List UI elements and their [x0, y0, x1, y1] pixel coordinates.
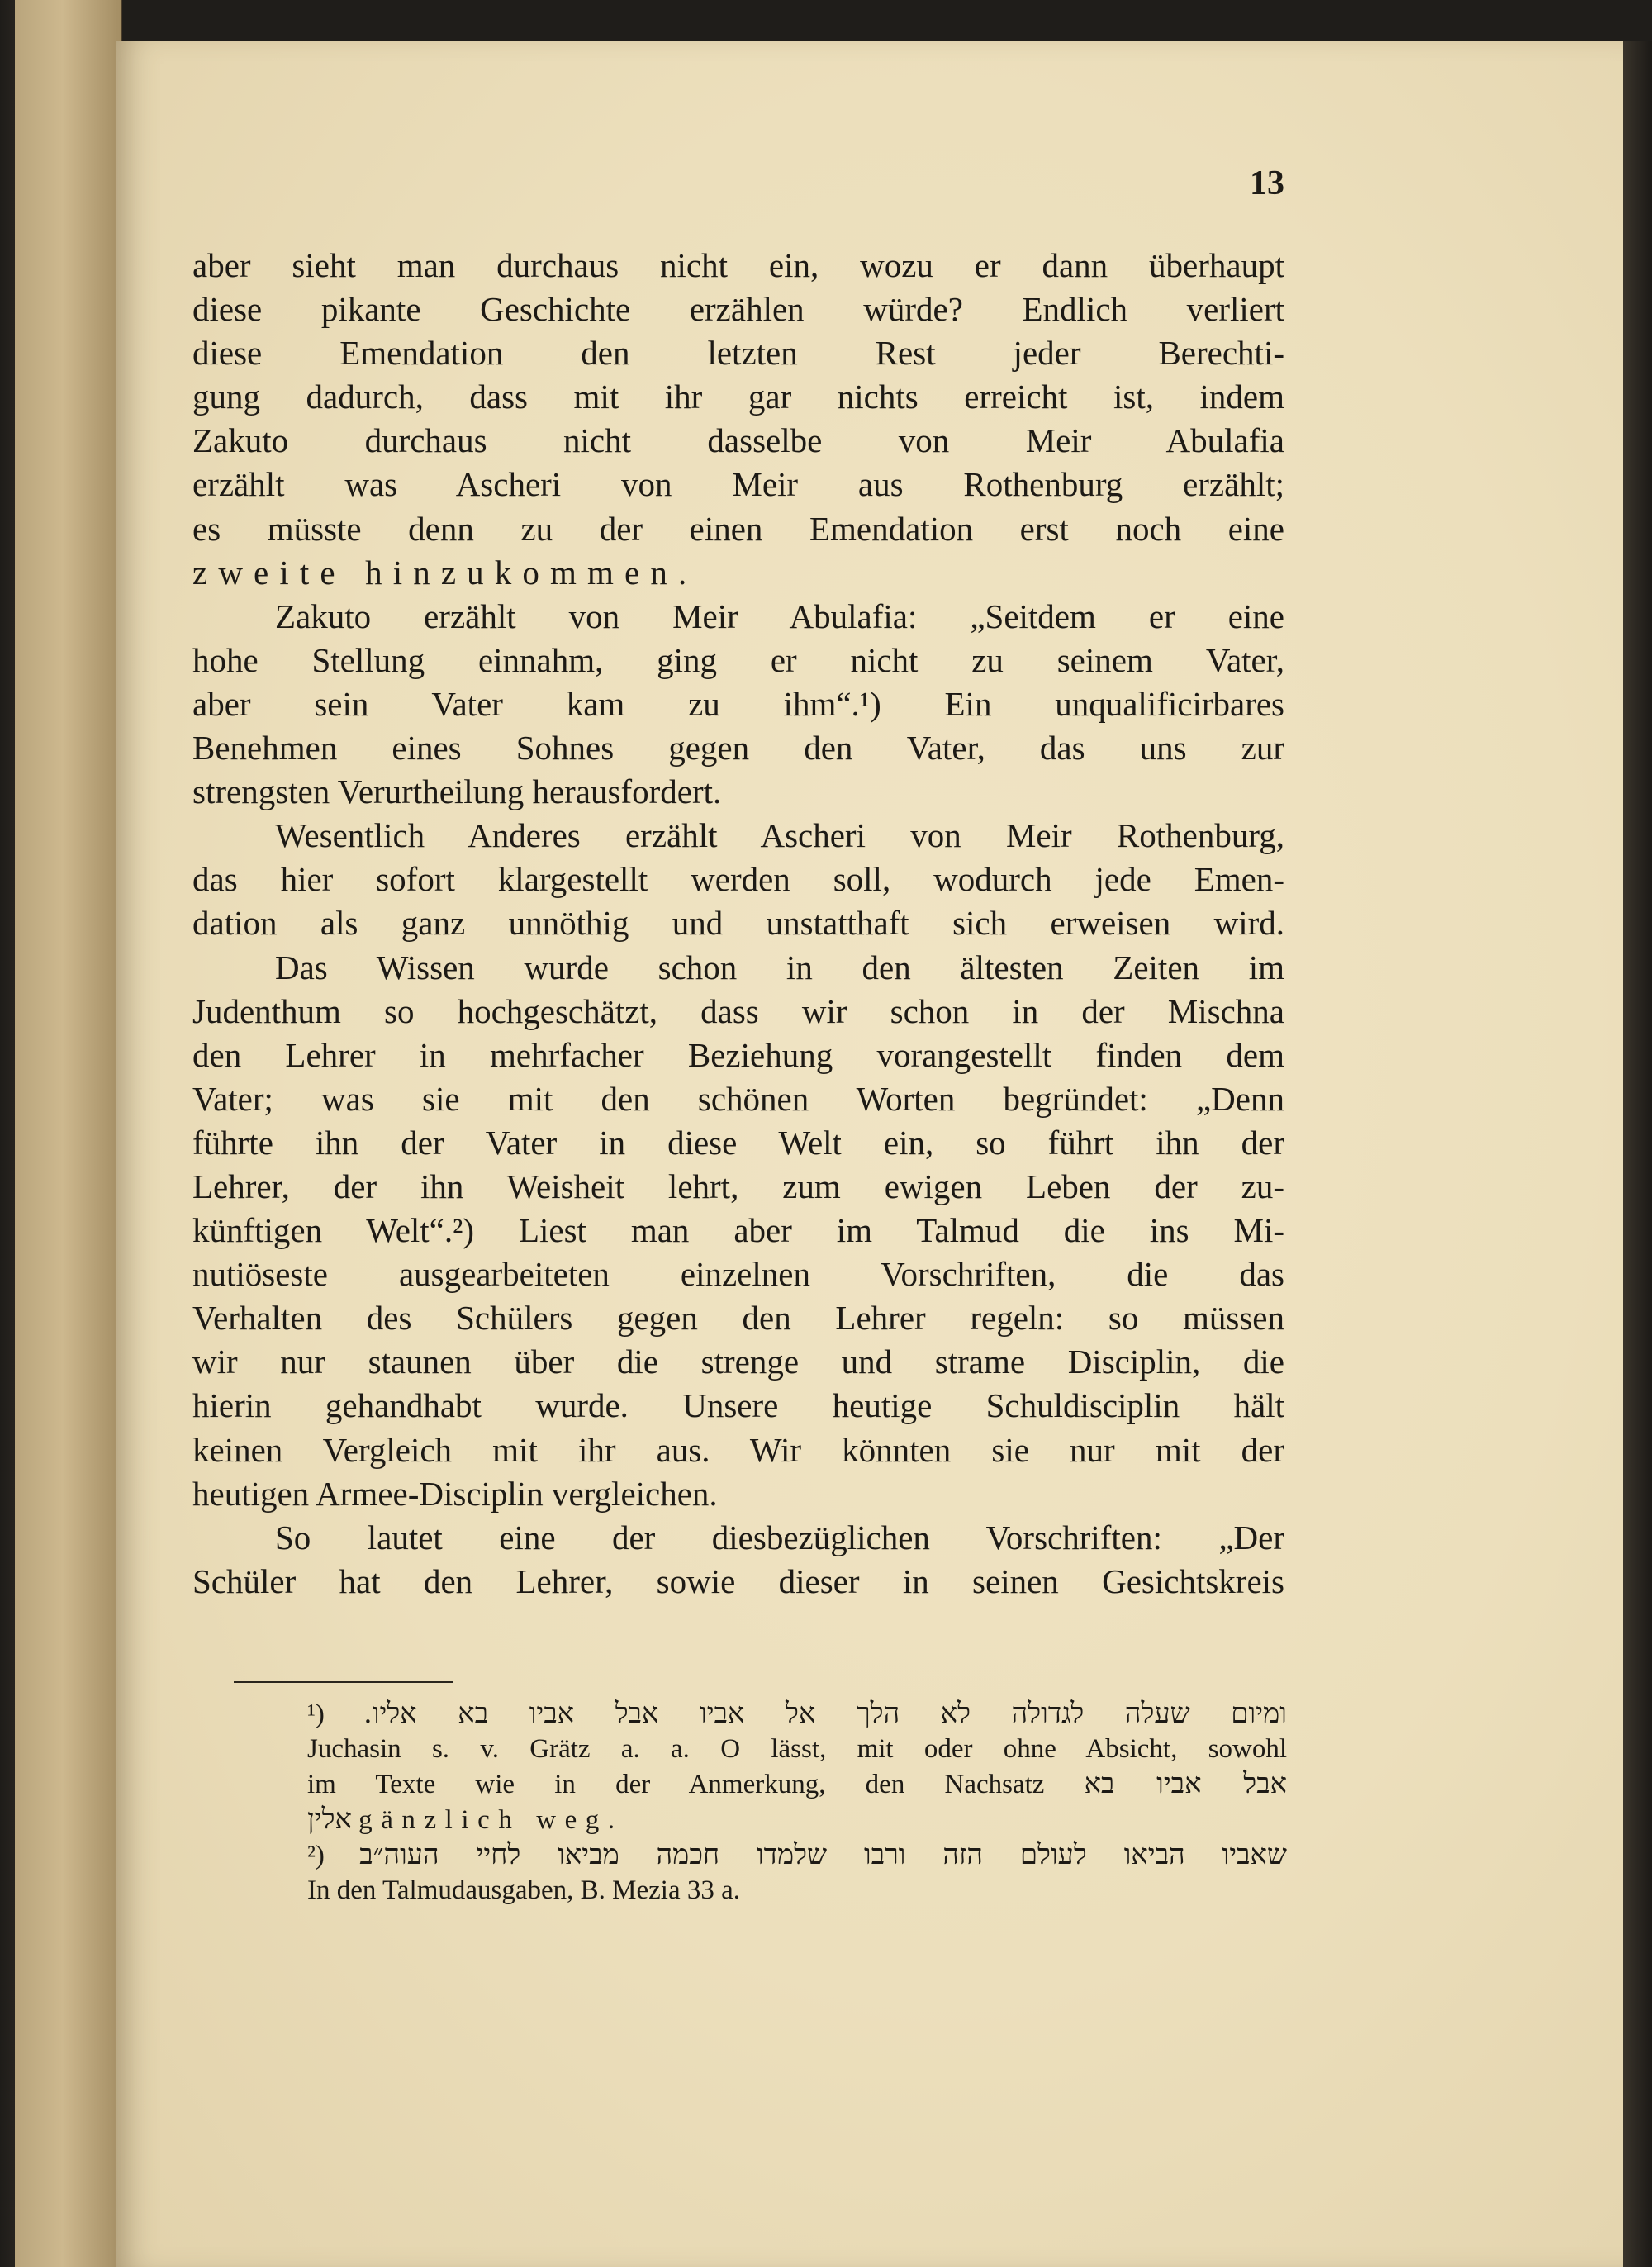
text-line: hohe Stellung einnahm, ging er nicht zu seinem Vater,: [192, 640, 1284, 679]
text-line: strengsten Verurtheilung herausfordert.: [192, 772, 722, 811]
text-line: erzählt was Ascheri von Meir aus Rothenburg erzählt;: [192, 465, 1284, 504]
footnote-1-line-4: [307, 1802, 1287, 1837]
text-line: Benehmen eines Sohnes gegen den Vater, das uns zur: [192, 729, 1284, 768]
footnote-1-hebrew-phrase: אבל אביו בא: [1084, 1767, 1287, 1800]
text-line: Zakuto erzählt von Meir Abulafia: „Seitdem er eine: [275, 596, 1284, 635]
text-line: Judenthum so hochgeschätzt, dass wir schon in der Mischna: [192, 991, 1284, 1030]
footnote-1-hebrew: ומיום שעלה לגדולה לא הלך אל אביו אבל אביו בא אליו.: [363, 1697, 1287, 1730]
footnote-1-line-1: [307, 1696, 1287, 1732]
text-line: aber sein Vater kam zu ihm“.¹) Ein unqualificirbares: [192, 684, 1284, 723]
text-line: diese Emendation den letzten Rest jeder Berechti-: [192, 334, 1284, 373]
text-line: Lehrer, der ihn Weisheit lehrt, zum ewigen Leben der zu-: [192, 1167, 1284, 1205]
text-line: nutiöseste ausgearbeiteten einzelnen Vorschriften, die das: [192, 1255, 1284, 1294]
footnote-1-hebrew-word: אלין: [307, 1803, 352, 1836]
text-line: dation als ganz unnöthig und unstatthaft sich erweisen wird.: [192, 904, 1284, 943]
text-line: Schüler hat den Lehrer, sowie dieser in seinen Gesichtskreis: [192, 1561, 1284, 1600]
text-line: Verhalten des Schülers gegen den Lehrer regeln: so müssen: [192, 1299, 1284, 1338]
footnotes: [307, 1696, 1287, 1908]
footnote-1-line-3: [307, 1766, 1287, 1802]
footnote-2-hebrew: שאביו הביאו לעולם הזה ורבו שלמדו חכמה מביאו לחיי העוה״ב: [359, 1838, 1287, 1871]
footnote-2-line-2: In den Talmudausgaben, B. Mezia 33 a.: [307, 1875, 741, 1905]
text-line: Das Wissen wurde schon in den ältesten Zeiten im: [275, 948, 1284, 986]
page-number: 13: [1250, 164, 1284, 202]
footnote-rule: [234, 1681, 453, 1683]
text-line: aber sieht man durchaus nicht ein, wozu er dann überhaupt: [192, 246, 1284, 284]
text-line: keinen Vergleich mit ihr aus. Wir könnten sie nur mit der: [192, 1430, 1284, 1469]
previous-page-edge: [15, 0, 122, 2267]
text-line: wir nur staunen über die strenge und strame Disciplin, die: [192, 1343, 1284, 1381]
book-cover-edge: [1623, 41, 1652, 2267]
text-line: gung dadurch, dass mit ihr gar nichts erreicht ist, indem: [192, 378, 1284, 416]
footnote-1-end: gänzlich weg.: [358, 1805, 624, 1835]
text-line: heutigen Armee-Disciplin vergleichen.: [192, 1474, 718, 1513]
text-line: Wesentlich Anderes erzählt Ascheri von Meir Rothenburg,: [275, 816, 1284, 855]
text-line: zweite hinzukommen.: [192, 553, 698, 592]
text-line: diese pikante Geschichte erzählen würde? Endlich verliert: [192, 290, 1284, 329]
footnote-2-line-1: [307, 1837, 1287, 1873]
text-line: es müsste denn zu der einen Emendation erst noch eine: [192, 509, 1284, 548]
body-text: [192, 244, 1284, 1604]
footnote-1-line-2: Juchasin s. v. Grätz a. a. O lässt, mit oder ohne Absicht, sowohl: [307, 1734, 1287, 1764]
text-line: So lautet eine der diesbezüglichen Vorschriften: „Der: [275, 1518, 1284, 1556]
footnote-1-text: im Texte wie in der Anmerkung, den Nachsatz: [307, 1770, 1045, 1799]
text-line: den Lehrer in mehrfacher Beziehung vorangestellt finden dem: [192, 1035, 1284, 1074]
text-line: Zakuto durchaus nicht dasselbe von Meir Abulafia: [192, 421, 1284, 460]
text-line: führte ihn der Vater in diese Welt ein, so führt ihn der: [192, 1123, 1284, 1162]
footnote-2-marker: ²): [307, 1841, 325, 1870]
text-line: Vater; was sie mit den schönen Worten begründet: „Denn: [192, 1079, 1284, 1118]
text-line: das hier sofort klargestellt werden soll, wodurch jede Emen-: [192, 860, 1284, 899]
text-line: hierin gehandhabt wurde. Unsere heutige Schuldisciplin hält: [192, 1386, 1284, 1425]
text-line: künftigen Welt“.²) Liest man aber im Talmud die ins Mi-: [192, 1211, 1284, 1250]
footnote-1-marker: ¹): [307, 1699, 325, 1729]
